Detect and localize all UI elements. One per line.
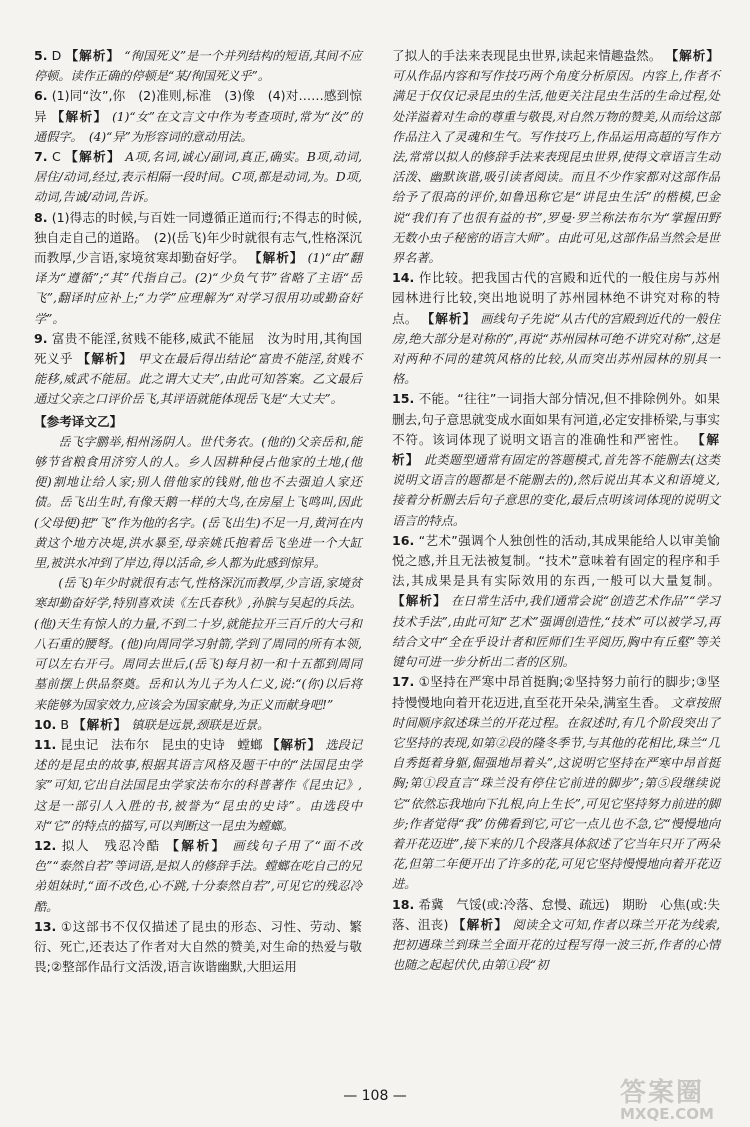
right-column (392, 46, 720, 975)
answer-item (34, 86, 362, 147)
answer-item (34, 836, 362, 917)
analysis-tag: 【解析】 (248, 250, 304, 266)
analysis-tag: 【解析】 (51, 108, 108, 124)
answer-item (392, 389, 720, 530)
item-number: 14. (392, 270, 415, 286)
item-number: 13. (34, 918, 57, 934)
analysis-text: 镇联是远景,颈联是近景。 (131, 717, 270, 732)
analysis-text: (1)“女”在文言文中作为考查项时,常为“汝”的通假字。 (4)“异”为形容词的意动用法。 (34, 109, 363, 144)
analysis-tag: 【解析】 (65, 48, 121, 63)
page-number: — 108 — (343, 1088, 407, 1104)
answer-list (34, 715, 362, 978)
answer-list (34, 46, 362, 410)
item-answer: 不能。“往往”一词指大部分情况,但不排除例外。如果删去,句子意思就变成水面如果有河道,必定安排桥梁,与事实不符。该词体现了说明文语言的准确性和严密性。 (392, 391, 720, 447)
answer-item (34, 46, 362, 86)
item-answer: 了拟人的手法来表现昆虫世界,读起来情趣盎然。 (392, 48, 662, 63)
analysis-tag: 【解析】 (392, 431, 720, 468)
answer-item (392, 895, 720, 976)
item-number: 5. (34, 48, 48, 63)
translation-paragraph: (岳飞)年少时就很有志气,性格深沉而教厚,少言语,家境贫寒却勤奋好学,特别喜欢读《左氏春秋》,孙膑与吴起的兵法。(他)天生有惊人的力量,不到二十岁,就能拉开三百斤的大弓和八石重的腰弩。(他)向周同学习射箭,学到了周同的所有本领,可以左右开弓。周同去世后,(岳飞)每月初一和十五都到周同墓前摆上供品祭奠。岳和认为儿子为人仁义,说:“(你)以后将来能够为国家效力,应该会为国家献身,为正义而献身吧!” (34, 576, 362, 712)
analysis-text: 此类题型通常有固定的答题模式,首先答不能删去(这类说明文语言的题都是不能删去的),然后说出其本义和语境义,接着分析删去后句子意思的变化,最后点明该词体现的说明文语言的特点。 (392, 453, 720, 528)
item-answer: (1)得志的时候,与百姓一同遵循正道而行;不得志的时候,独自走自己的道路。 (2)(岳飞)年少时就很有志气,性格深沉而教厚,少言语,家境贫寒却勤奋好学。 (34, 209, 362, 266)
item-answer: 富贵不能淫,贫贱不能移,威武不能屈 汝为时用,其徇国死义乎 (34, 330, 362, 367)
watermark-url: MXQE.COM (620, 1105, 714, 1123)
item-number: 8. (34, 209, 48, 225)
analysis-tag: 【解析】 (65, 149, 122, 165)
analysis-text: 阅读全文可知,作者以珠兰开花为线索,把初遇珠兰到珠兰全面开花的过程写得一波三折,作者的心情也随之起起伏伏,由第①段“初 (392, 917, 721, 973)
answer-item (34, 208, 362, 329)
answer-item (392, 531, 720, 672)
translation-paragraph: 岳飞字鹏举,相州汤阴人。世代务农。(他的)父亲岳和,能够节省粮食用济穷人的人。乡人因耕种侵占他家的土地,(他便)割地让给人家;别人借他家的钱财,他也不去强迫人家还债。岳飞出生时,有像天鹅一样的大鸟,在房屋上飞鸣叫,因此(父母便)把“飞”作为他的名字。(岳飞出生)不足一月,黄河在内黄这个地方决堤,洪水暴至,母亲姚氏抱着岳飞坐进一个大缸里,被洪水冲到了岸边,得以活命,乡人都为此感到惊异。 (34, 434, 362, 571)
answer-item (392, 672, 720, 894)
analysis-tag: 【解析】 (266, 736, 322, 752)
analysis-text: “徇国死义”是一个并列结构的短语,其间不应停顿。读作正确的停顿是“某/徇国死义乎”。 (34, 49, 362, 84)
answer-item (392, 46, 720, 268)
analysis-tag: 【解析】 (452, 916, 509, 932)
analysis-tag: 【解析】 (166, 837, 227, 853)
item-number: 11. (34, 736, 57, 752)
item-answer: D (51, 48, 62, 63)
analysis-text: 可从作品内容和写作技巧两个角度分析原因。内容上,作者不满足于仅仅记录昆虫的生活,他更关注昆虫生活的生命过程,处处洋溢着对生命的尊重与敬畏,对自然万物的赞美,从而给这部作品注入了灵魂和生气。写作技巧上,作品运用高超的写作方法,常常以拟人的修辞手法来表现昆虫世界,使得文章语言生动活泼、幽默诙谐,吸引读者阅读。而且不少作家都对这部作品给予了很高的评价,如鲁迅称它是“讲昆虫生活”的楷模,巴金说“我们有了也很有益的书”,罗曼·罗兰称法布尔为“掌握田野无数小虫子秘密的语言大师”。由此可见,这部作品当然会是世界名著。 (392, 69, 720, 266)
analysis-tag: 【解析】 (421, 310, 477, 326)
analysis-text: 文章按照时间顺序叙述珠兰的开花过程。在叙述时,有几个阶段突出了它坚持的表现,如第②段的隆冬季节,与其他的花相比,珠兰“几自秀挺着身躯,倔强地昂着头”,这说明它坚持在严寒中昂首挺胸;第①段直言“珠兰没有停住它前进的脚步”;第⑤段继续说它“依然忘我地向下扎根,向上生长”,可见它坚持努力前进的脚步;作者觉得“我”仿佛看到它,可它一点儿也不急,它“慢慢地向着开花迈进”,接下来的几个段落具体叙述了它当年只开了两朵花,但第二年便开出了许多的花,可见它坚持慢慢地向着开花迈进。 (392, 695, 720, 892)
item-answer: ①坚持在严寒中昂首挺胸;②坚持努力前行的脚步;③坚持慢慢地向着开花迈进,直至花开朵朵,满室生香。 (392, 674, 720, 710)
item-answer: 拟人 残忍冷酷 (61, 837, 161, 853)
answer-item (34, 917, 362, 978)
analysis-text: 画线句子先说“从古代的宫殿到近代的一般住房,绝大部分是对称的”,再说“苏州园林可绝不讲究对称”,这是对两种不同的建筑风格的比较,从而突出苏州园林的别具一格。 (392, 311, 721, 387)
analysis-text: A项,名词,诚心/副词,真正,确实。B项,动词,居住/动词,经过,表示相隔一段时间。C项,都是动词,为。D项,动词,告诚/动词,告诉。 (34, 150, 363, 205)
analysis-text: (1)“由”翻译为“遵循”;“其”代指自己。(2)“少负气节”省略了主语“岳飞”,翻译时应补上;“力学”应理解为“对学习很用功或勤奋好学”。 (34, 251, 362, 326)
item-answer: 昆虫记 法布尔 昆虫的史诗 螳螂 (60, 736, 263, 752)
translation-section (34, 412, 362, 715)
item-answer: B (60, 716, 69, 732)
answer-item (34, 329, 362, 410)
answer-list (392, 46, 720, 975)
item-answer: (1)同“汝”,你 (2)准则,标准 (3)像 (4)对……感到惊异 (34, 88, 362, 124)
item-number: 10. (34, 716, 57, 732)
watermark-logo-text: 答案圈 (620, 1078, 705, 1108)
answer-item (34, 715, 362, 735)
item-number: 18. (392, 896, 415, 912)
item-answer: 希冀 气馁(或:冷落、怠慢、疏远) 期盼 心焦(或:失落、沮丧) (392, 896, 720, 932)
item-answer: “艺术”强调个人独创性的活动,其成果能给人以审美愉悦之感,并且无法被复制。“技术”意味着有固定的程序和手法,其成果是具有实际效用的东西,一般可以大量复制。 (392, 532, 720, 589)
answer-item (34, 735, 362, 836)
item-number: 16. (392, 532, 415, 548)
answer-item (392, 268, 720, 389)
item-number: 17. (392, 674, 415, 690)
item-answer: 作比较。把我国古代的宫殿和近代的一般住房与苏州园林进行比较,突出地说明了苏州园林绝不讲究对称的特点。 (392, 270, 720, 326)
analysis-tag: 【解析】 (77, 351, 134, 367)
analysis-tag: 【解析】 (665, 48, 720, 63)
item-number: 9. (34, 330, 48, 346)
site-watermark (620, 1072, 740, 1124)
item-answer: C (51, 149, 61, 165)
item-number: 12. (34, 837, 57, 853)
analysis-tag: 【解析】 (392, 593, 447, 609)
analysis-text: 甲文在最后得出结论“富贵不能淫,贫贱不能移,威武不能屈。此之谓大丈夫”,由此可知答案。乙文最后通过父亲之口评价岳飞,其评语就能体现岳飞是“大丈夫”。 (34, 352, 363, 407)
item-answer: ①这部书不仅仅描述了昆虫的形态、习性、劳动、繁衍、死亡,还表达了作者对大自然的赞美,对生命的热爱与敬畏;②整部作品行文活泼,语言诙谐幽默,大胆运用 (34, 918, 362, 975)
answer-item (34, 147, 362, 208)
analysis-text: 画线句子用了“面不改色”“泰然自若”等词语,是拟人的修辞手法。螳螂在吃自己的兄弟姐妹时,“面不改色,心不跳,十分泰然自若”,可见它的残忍冷酷。 (34, 838, 363, 914)
translation-heading: 【参考译文乙】 (34, 413, 123, 429)
analysis-tag: 【解析】 (72, 716, 128, 732)
item-number: 15. (392, 391, 415, 407)
left-column (34, 46, 362, 977)
analysis-text: 选段记述的是昆虫的故事,根据其语言风格及题干中的“法国昆虫学家”可知,它出自法国昆虫学家法布尔的科普著作《昆虫记》,这是一部引人入胜的书,被誉为“昆虫的史诗”。由选段中对“它”的特点的描写,可以判断这一昆虫为螳螂。 (34, 737, 363, 833)
item-number: 7. (34, 149, 48, 165)
analysis-text: 在日常生活中,我们通常会说“创造艺术作品”“学习技术手法”,由此可知“艺术”强调创造性,“技术”可以被学习,再结合文中“全在乎设计者和匠师们生平阅历,胸中有丘壑”等关键句可进一步分析出二者的区别。 (392, 594, 720, 670)
item-number: 6. (34, 88, 48, 104)
